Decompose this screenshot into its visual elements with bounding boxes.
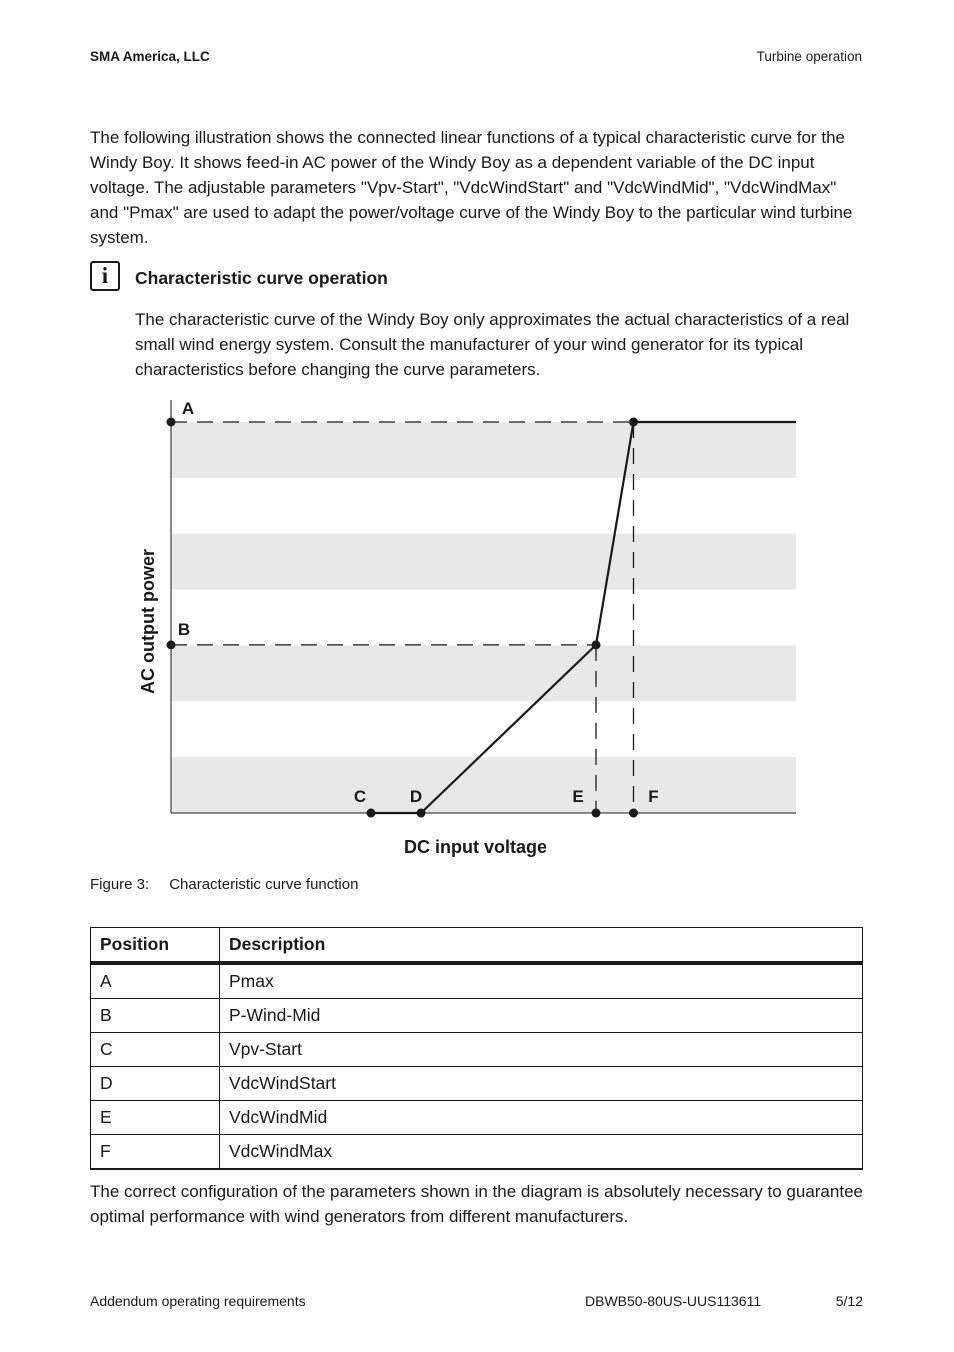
point-label-a: A bbox=[181, 399, 195, 418]
table-cell: Vpv-Start bbox=[220, 1033, 863, 1067]
table-cell: A bbox=[91, 963, 220, 999]
table-cell: D bbox=[91, 1067, 220, 1101]
point-marker-a bbox=[167, 418, 176, 427]
table-cell: Pmax bbox=[220, 963, 863, 999]
footer-title: Addendum operating requirements bbox=[90, 1293, 306, 1309]
grid-band bbox=[171, 534, 796, 590]
info-icon: i bbox=[90, 261, 120, 291]
table-cell: B bbox=[91, 999, 220, 1033]
note-body: The characteristic curve of the Windy Boy only approximates the actual characteristics of a real small wind energy system. Consult the manufacturer of your wind generator for its typical characteristics before changing the curve parameters. bbox=[135, 310, 850, 379]
table-row bbox=[91, 999, 863, 1033]
table-cell: VdcWindMax bbox=[220, 1135, 863, 1170]
point-label-f: F bbox=[648, 787, 659, 806]
table-row bbox=[91, 963, 863, 999]
x-axis-label: DC input voltage bbox=[404, 837, 547, 857]
point-label-c: C bbox=[353, 787, 367, 806]
table-row bbox=[91, 1067, 863, 1101]
table-row bbox=[91, 1033, 863, 1067]
figure-caption bbox=[90, 876, 358, 893]
footer-doc-number: DBWB50-80US-UUS113611 bbox=[585, 1293, 762, 1309]
column-header-position: Position bbox=[91, 928, 220, 964]
grid-band bbox=[171, 422, 796, 478]
note-title: Characteristic curve operation bbox=[135, 268, 388, 288]
grid-band bbox=[171, 645, 796, 701]
header-company: SMA America, LLC bbox=[90, 49, 210, 64]
point-label-e: E bbox=[572, 787, 584, 806]
curve-marker-f bbox=[629, 418, 638, 427]
footer-page-number: 5/12 bbox=[835, 1293, 863, 1309]
point-marker-e bbox=[592, 809, 601, 818]
point-marker-c bbox=[367, 809, 376, 818]
table-header-row bbox=[91, 928, 863, 964]
table-row bbox=[91, 1101, 863, 1135]
y-axis-label: AC output power bbox=[138, 549, 158, 694]
outro-paragraph: The correct configuration of the parameters shown in the diagram is absolutely necessary to guarantee optimal performance with wind generators from different manufacturers. bbox=[90, 1182, 863, 1226]
chart-series-line bbox=[371, 422, 796, 813]
table-cell: E bbox=[91, 1101, 220, 1135]
point-marker-f bbox=[629, 809, 638, 818]
point-marker-b bbox=[167, 640, 176, 649]
chart-curve bbox=[371, 422, 796, 813]
table-row bbox=[91, 1135, 863, 1170]
table-cell: C bbox=[91, 1033, 220, 1067]
header-section: Turbine operation bbox=[756, 49, 862, 64]
point-label-b: B bbox=[177, 619, 191, 639]
column-header-description: Description bbox=[220, 928, 863, 964]
figure-title: Characteristic curve function bbox=[169, 876, 359, 893]
table-cell: VdcWindStart bbox=[220, 1067, 863, 1101]
table-cell: VdcWindMid bbox=[220, 1101, 863, 1135]
figure-number: Figure 3: bbox=[90, 876, 150, 893]
intro-paragraph: The following illustration shows the connected linear functions of a typical characteristic curve for the Windy Boy. It shows feed-in AC power of the Windy Boy as a dependent variable of the DC input voltage. The adjustable parameters "Vpv-Start", "VdcWindStart" and "VdcWindMid", "VdcWindMax" and "Pmax" are used to adapt the power/voltage curve of the Windy Boy to the particular wind turbine system. bbox=[90, 128, 853, 247]
table-cell: P-Wind-Mid bbox=[220, 999, 863, 1033]
curve-marker-e bbox=[592, 640, 601, 649]
table-cell: F bbox=[91, 1135, 220, 1170]
position-table bbox=[90, 927, 863, 1170]
point-label-d: D bbox=[409, 787, 423, 806]
grid-band bbox=[171, 757, 796, 813]
point-marker-d bbox=[417, 809, 426, 818]
chart-guide-lines bbox=[171, 422, 634, 813]
